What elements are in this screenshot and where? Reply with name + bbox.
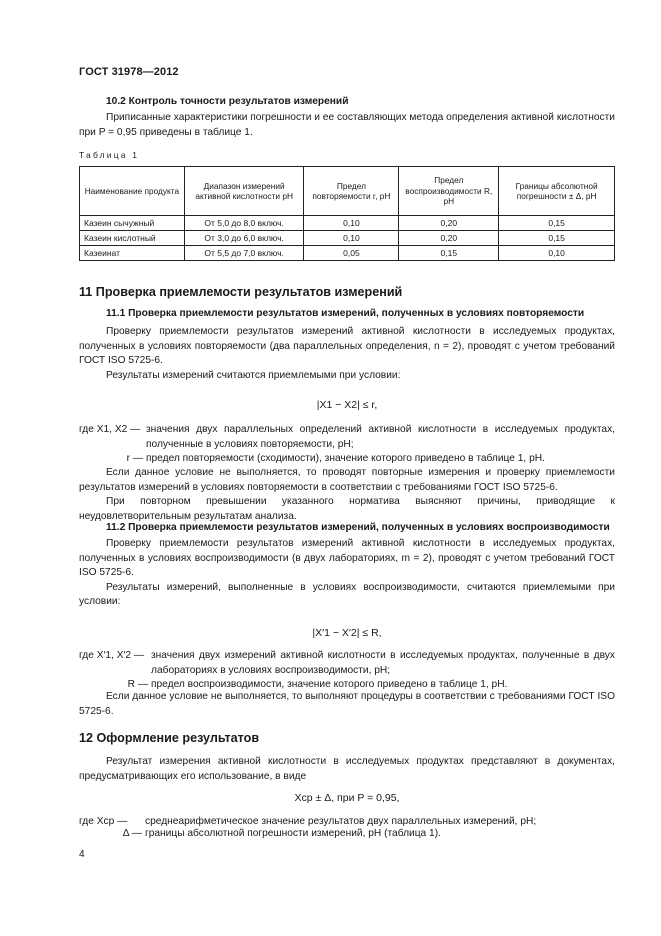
table-header-row [80,167,615,216]
paragraph: Результаты измерений считаются приемлемыми при условии: [106,369,401,381]
legend-symbol: где Xср — [79,816,128,827]
legend-symbol: где X1, X2 — [79,424,141,435]
table-cell: 0,20 [399,216,499,231]
paragraph: Проверку приемлемости результатов измерений активной кислотности в исследуемых продуктах, полученных в условиях воспроизводимости (в двух лабораториях, m = 2), проводят с учетом требований ГОСТ ISO 5725-6. [79,538,615,579]
table-row [80,231,615,246]
paragraph: Если данное условие не выполняется, то выполняют процедуры в соответствии с требованиями ГОСТ ISO 5725-6. [79,691,615,717]
section-12 [79,755,615,784]
legend-text: значения двух параллельных определений активной кислотности в исследуемых продуктах, полученные в условиях повторяемости, pH; [146,424,615,450]
table-cell: 0,10 [499,246,615,261]
document-header: ГОСТ 31978—2012 [79,66,179,78]
legend-symbol: Δ — [122,828,142,839]
section-10-2-text: Приписанные характеристики погрешности и ее составляющих метода определения активной кислотности при P = 0,95 приведены в таблице 1. [79,112,615,138]
legend-text: значения двух измерений активной кислотности в исследуемых продуктах, полученные в двух лабораториях в условиях воспроизводимости, pH; [151,650,615,676]
table-row [80,246,615,261]
section-11-title: 11 Проверка приемлемости результатов измерений [79,285,403,299]
table-cell: 0,15 [499,216,615,231]
table-cell: 0,10 [304,216,399,231]
legend-symbol: R — [127,679,148,690]
legend-text: предел воспроизводимости, значение которого приведено в таблице 1, pH. [151,679,508,690]
table-header-cell: Границы абсолютной погрешности ± Δ, pH [499,167,615,216]
paragraph: Результаты измерений, выполненные в условиях воспроизводимости, считаются приемлемыми при условии: [79,581,615,608]
section-10-2-title: 10.2 Контроль точности результатов измерений [106,96,349,107]
table-cell: 0,15 [499,231,615,246]
section-11-1-cont [79,466,615,524]
section-12-title: 12 Оформление результатов [79,731,260,745]
table-cell: 0,05 [304,246,399,261]
table-1 [79,166,615,261]
table-row [80,216,615,231]
table-cell: От 5,0 до 8,0 включ. [184,216,304,231]
section-11-1-title: 11.1 Проверка приемлемости результатов измерений, полученных в условиях повторяемости [106,308,585,319]
legend-text: границы абсолютной погрешности измерений, pH (таблица 1). [145,828,441,839]
legend-symbol: r — [126,453,143,464]
legend-text: среднеарифметическое значение результатов двух параллельных измерений, pH; [145,816,537,827]
formula-result: Xср ± Δ, при P = 0,95, [294,792,400,804]
table-cell: От 3,0 до 6,0 включ. [184,231,304,246]
table-cell: От 5,5 до 7,0 включ. [184,246,304,261]
section-10-2 [79,95,615,140]
legend-text: предел повторяемости (сходимости), значение которого приведено в таблице 1, pH. [146,453,545,464]
table-header-cell: Предел повторяемости r, pH [304,167,399,216]
table-cell: 0,10 [304,231,399,246]
table-caption: Таблица 1 [79,150,140,160]
formula-reproducibility: |X′1 − X′2| ≤ R, [312,627,382,639]
table-cell: 0,15 [399,246,499,261]
page-number: 4 [79,849,85,860]
section-11-2 [79,521,615,610]
legend-symbol: где X′1, X′2 — [79,650,145,661]
table-header-cell: Наименование продукта [80,167,185,216]
table-cell: Казеин сычужный [80,216,185,231]
section-11-1 [79,307,615,383]
section-11-2-cont [79,690,615,719]
formula-repeatability: |X1 − X2| ≤ r, [316,399,378,411]
paragraph: При повторном превышении указанного норматива выясняют причины, приводящие к неудовлетворительным результатам анализа. [79,496,615,522]
paragraph: Результат измерения активной кислотности в исследуемых продуктах представляют в документах, предусматривающих его использование, в виде [79,756,615,782]
table-cell: 0,20 [399,231,499,246]
table-cell: Казеинат [80,246,185,261]
table-cell: Казеин кислотный [80,231,185,246]
paragraph: Если данное условие не выполняется, то проводят повторные измерения и проверку приемлемости результатов измерений в условиях повторяемости в соответствии с требованиями ГОСТ ISO 5725-6. [79,467,615,493]
table-header-cell: Диапазон измерений активной кислотности pH [184,167,304,216]
section-11-2-title: 11.2 Проверка приемлемости результатов измерений, полученных в условиях воспроизводимости [106,522,610,533]
table-header-cell: Предел воспроизводимости R, pH [399,167,499,216]
paragraph: Проверку приемлемости результатов измерений активной кислотности в исследуемых продуктах, полученных в условиях повторяемости (два параллельных определения, n = 2), проводят с учетом требований ГОСТ ISO 5725-6. [79,326,615,367]
